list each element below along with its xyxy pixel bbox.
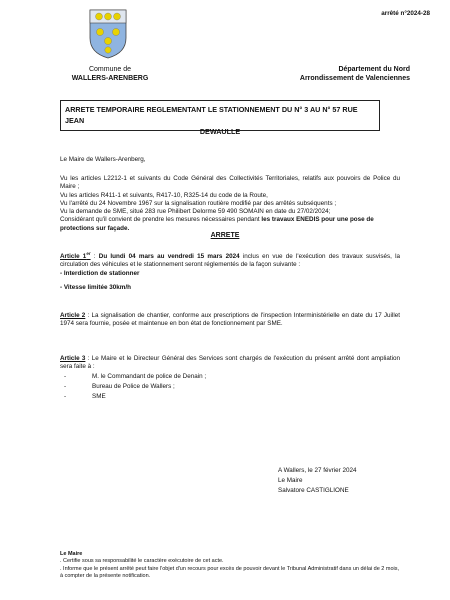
- footer-certification: . Certifie sous sa responsabilité le caractère exécutoire de cet acte.: [60, 558, 224, 565]
- commune-block: [60, 65, 160, 83]
- vu-arrete-1967: Vu l'arrêté du 24 Novembre 1967 sur la signalisation routière modifié par des arrêtés subséquents ;: [60, 199, 337, 207]
- arrete-heading: ARRETE: [210, 232, 240, 239]
- article-1-label-text: Article 1: [60, 253, 87, 261]
- coat-of-arms-logo: [88, 8, 128, 60]
- arrete-title-box: [60, 100, 380, 136]
- vu-demande-sme: Vu la demande de SME, situé 283 rue Philibert Delorme 59 490 SOMAIN en date du 27/02/2024;: [60, 208, 331, 216]
- article-1-item-2: - Vitesse limitée 30km/h: [60, 283, 131, 291]
- article-1-item-1: - Interdiction de stationner: [60, 269, 140, 277]
- considerant: [60, 216, 400, 233]
- signature-role: Le Maire: [278, 477, 303, 484]
- mayor-intro: Le Maire de Wallers-Arenberg,: [60, 156, 146, 163]
- footer-title: Le Maire: [60, 551, 83, 557]
- article-1-sup: er: [86, 251, 91, 256]
- article-1: [60, 250, 400, 292]
- recipient-police-wallers: Bureau de Police de Wallers ;: [92, 382, 175, 390]
- department-block: [250, 65, 410, 83]
- recipient-police-denain: M. le Commandant de police de Denain ;: [92, 372, 207, 380]
- department-name: Département du Nord: [338, 66, 410, 73]
- footer-notice: [60, 551, 400, 580]
- list-item: [60, 382, 400, 392]
- arrondissement-name: Arrondissement de Valenciennes: [299, 75, 410, 82]
- dash-marker: -: [64, 372, 67, 380]
- title-line-1: ARRETE TEMPORAIRE REGLEMENTANT LE STATIONNEMENT DU N° 3 AU N° 57 RUE JEAN: [65, 105, 358, 125]
- article-3: [60, 355, 400, 402]
- preamble-considerations: [60, 175, 400, 233]
- vu-cgct: Vu les articles L2212-1 et suivants du Code Général des Collectivités Territoriales, relatifs aux pouvoirs de Police du Maire ;: [60, 175, 400, 191]
- article-3-label: Article 3: [60, 355, 86, 362]
- list-item: [60, 392, 400, 402]
- article-2-label: Article 2: [60, 312, 86, 319]
- article-2: [60, 312, 400, 329]
- footer-appeal-notice: . Informe que le présent arrêté peut faire l'objet d'un recours pour excès de pouvoir devant le Tribunal Administratif dans un délai de 2 mois, à compter de la présente notification.: [60, 565, 400, 579]
- dash-marker: -: [64, 392, 67, 400]
- signature-place-date: A Wallers, le 27 février 2024: [278, 467, 357, 474]
- vu-code-route: Vu les articles R411-1 et suivants, R417-10, R325-14 du code de la Route,: [60, 191, 268, 199]
- article-1-text: inclus en vue de l'exécution des travaux susvisés, la circulation des véhicules et le stationnement seront réglementés de la façon suivante :: [60, 253, 400, 269]
- commune-name: WALLERS-ARENBERG: [71, 75, 149, 82]
- list-item: [60, 372, 400, 382]
- considerant-text: Considérant qu'il convient de prendre les mesures nécessaires pendant: [60, 216, 262, 224]
- signature-name: Salvatore CASTIGLIONE: [278, 487, 349, 494]
- article-1-sep: :: [90, 253, 99, 261]
- recipients-list: [60, 372, 400, 402]
- article-1-label: [60, 253, 91, 260]
- recipient-sme: SME: [92, 392, 106, 400]
- signature-block: [278, 466, 357, 496]
- arrete-reference: arrêté n°2024-28: [381, 10, 430, 17]
- article-1-dates: Du lundi 04 mars au vendredi 15 mars 2024: [98, 253, 240, 261]
- article-2-text: : La signalisation de chantier, conforme aux prescriptions de l'inspection Interministérielle en date du 17 Juillet 1974 sera fournie, posée et maintenue en bon état de fonctionnement par SME.: [60, 312, 400, 328]
- commune-label: Commune de: [88, 66, 132, 73]
- article-3-text: : Le Maire et le Directeur Général des Services sont chargés de l'exécution du présent arrêté dont ampliation sera faite à :: [60, 355, 400, 371]
- considerant-works: les travaux ENEDIS pour une pose de protections sur façade.: [60, 216, 374, 232]
- title-line-2: DEWAULLE: [199, 127, 241, 136]
- dash-marker: -: [64, 382, 67, 390]
